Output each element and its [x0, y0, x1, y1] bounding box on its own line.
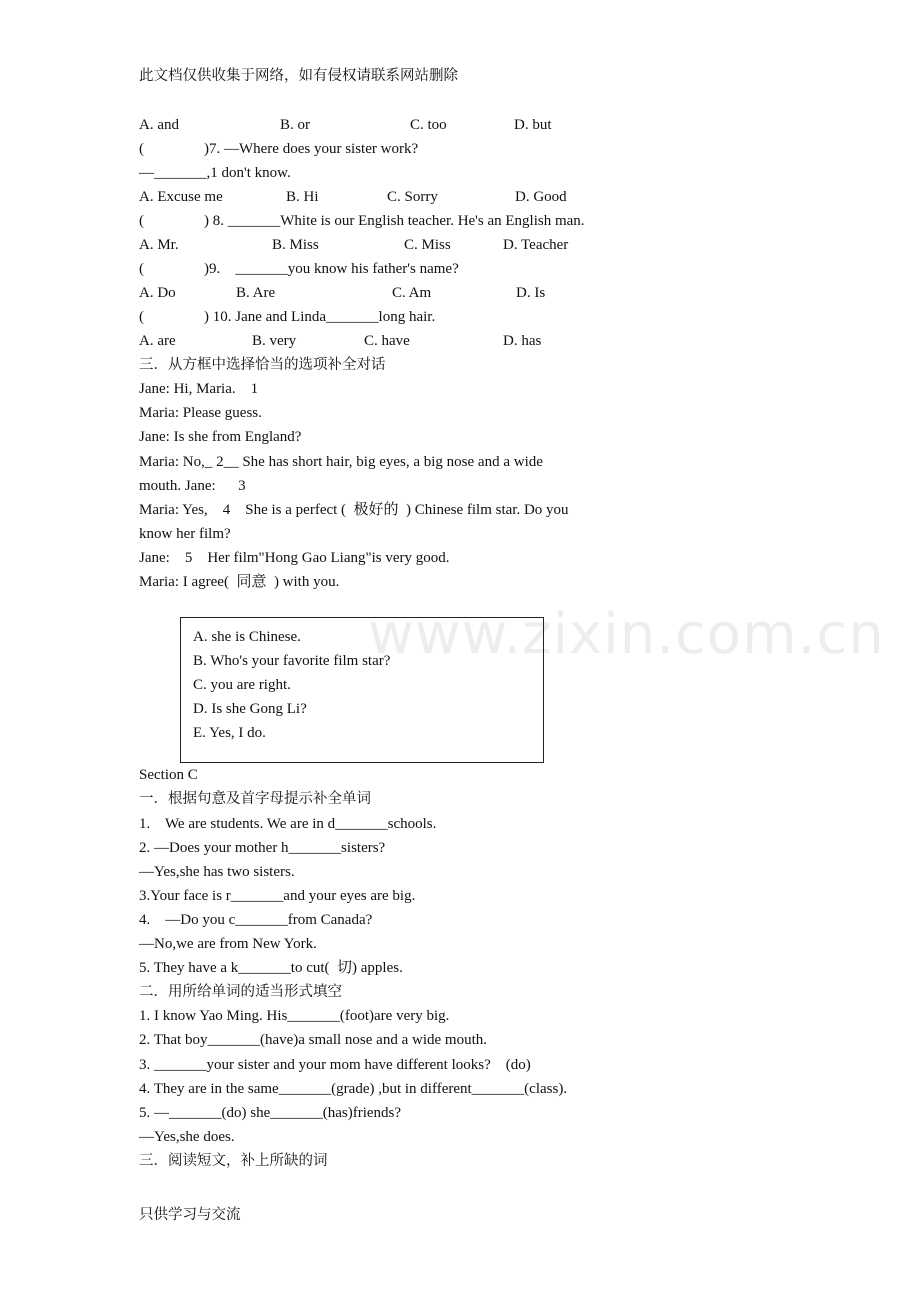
q10-option-b: B. very [252, 333, 297, 349]
part2-line: 5. —_______(do) she_______(has)friends? [139, 1105, 402, 1121]
q10-option-d: D. has [503, 333, 542, 349]
dialogue-line: Maria: No,_ 2__ She has short hair, big eyes, a big nose and a wide [139, 454, 543, 470]
q8-stem: ( ) 8. _______White is our English teacher. He's an English man. [139, 213, 585, 229]
part2-line: 4. They are in the same_______(grade) ,but in different_______(class). [139, 1081, 568, 1097]
box-option-d: D. Is she Gong Li? [193, 701, 307, 717]
dialogue-line: Maria: Yes, 4 She is a perfect ( 极好的 ) Chinese film star. Do you [139, 502, 569, 518]
part1-line: 3.Your face is r_______and your eyes are big. [139, 888, 416, 904]
dialogue-line: Jane: Is she from England? [139, 429, 302, 445]
q6-option-a: A. and [139, 117, 179, 133]
q9-option-c: C. Am [392, 285, 432, 301]
dialogue-line: Maria: Please guess. [139, 405, 262, 421]
part1-line: —No,we are from New York. [139, 936, 317, 952]
q9-option-d: D. Is [516, 285, 546, 301]
q7-reply: —_______,1 don't know. [139, 165, 291, 181]
box-option-c: C. you are right. [193, 677, 291, 693]
box-option-a: A. she is Chinese. [193, 629, 301, 645]
box-option-b: B. Who's your favorite film star? [193, 653, 391, 669]
part2-line: 2. That boy_______(have)a small nose and a wide mouth. [139, 1032, 487, 1048]
section-c-title: Section C [139, 767, 198, 783]
q7-stem: ( )7. —Where does your sister work? [139, 141, 419, 157]
box-option-e: E. Yes, I do. [193, 725, 266, 741]
q8-option-c: C. Miss [404, 237, 451, 253]
part2-line: 1. I know Yao Ming. His_______(foot)are very big. [139, 1008, 450, 1024]
q8-option-b: B. Miss [272, 237, 319, 253]
part1-line: —Yes,she has two sisters. [139, 864, 295, 880]
q6-option-c: C. too [410, 117, 447, 133]
part2-line: 3. _______your sister and your mom have different looks? (do) [139, 1057, 531, 1073]
q6-option-d: D. but [514, 117, 552, 133]
page-header: 此文档仅供收集于网络，如有侵权请联系网站删除 [139, 68, 458, 84]
options-box [180, 617, 544, 763]
dialogue-line: Jane: 5 Her film"Hong Gao Liang"is very good. [139, 550, 450, 566]
dialogue-line: know her film? [139, 526, 231, 542]
part1-heading: 一．根据句意及首字母提示补全单词 [139, 791, 371, 807]
q10-stem: ( ) 10. Jane and Linda_______long hair. [139, 309, 436, 325]
part3-heading: 三．阅读短文，补上所缺的词 [139, 1153, 328, 1169]
dialogue-heading: 三．从方框中选择恰当的选项补全对话 [139, 357, 386, 373]
q9-stem: ( )9. _______you know his father's name? [139, 261, 459, 277]
dialogue-line: mouth. Jane: 3 [139, 478, 246, 494]
q8-option-d: D. Teacher [503, 237, 569, 253]
q9-option-b: B. Are [236, 285, 276, 301]
q7-option-d: D. Good [515, 189, 567, 205]
q9-option-a: A. Do [139, 285, 176, 301]
q10-option-a: A. are [139, 333, 176, 349]
part1-line: 2. —Does your mother h_______sisters? [139, 840, 386, 856]
part1-line: 4. —Do you c_______from Canada? [139, 912, 373, 928]
part1-line: 1. We are students. We are in d_______schools. [139, 816, 437, 832]
part2-heading: 二．用所给单词的适当形式填空 [139, 984, 342, 1000]
page-footer: 只供学习与交流 [139, 1207, 241, 1223]
part1-line: 5. They have a k_______to cut( 切) apples. [139, 960, 403, 976]
q7-option-a: A. Excuse me [139, 189, 223, 205]
q7-option-b: B. Hi [286, 189, 319, 205]
q8-option-a: A. Mr. [139, 237, 179, 253]
q7-option-c: C. Sorry [387, 189, 438, 205]
part2-line: —Yes,she does. [139, 1129, 235, 1145]
q10-option-c: C. have [364, 333, 410, 349]
watermark: www.zixin.com.cn [368, 602, 885, 667]
q6-option-b: B. or [280, 117, 310, 133]
dialogue-line: Maria: I agree( 同意 ) with you. [139, 574, 340, 590]
dialogue-line: Jane: Hi, Maria. 1 [139, 381, 259, 397]
